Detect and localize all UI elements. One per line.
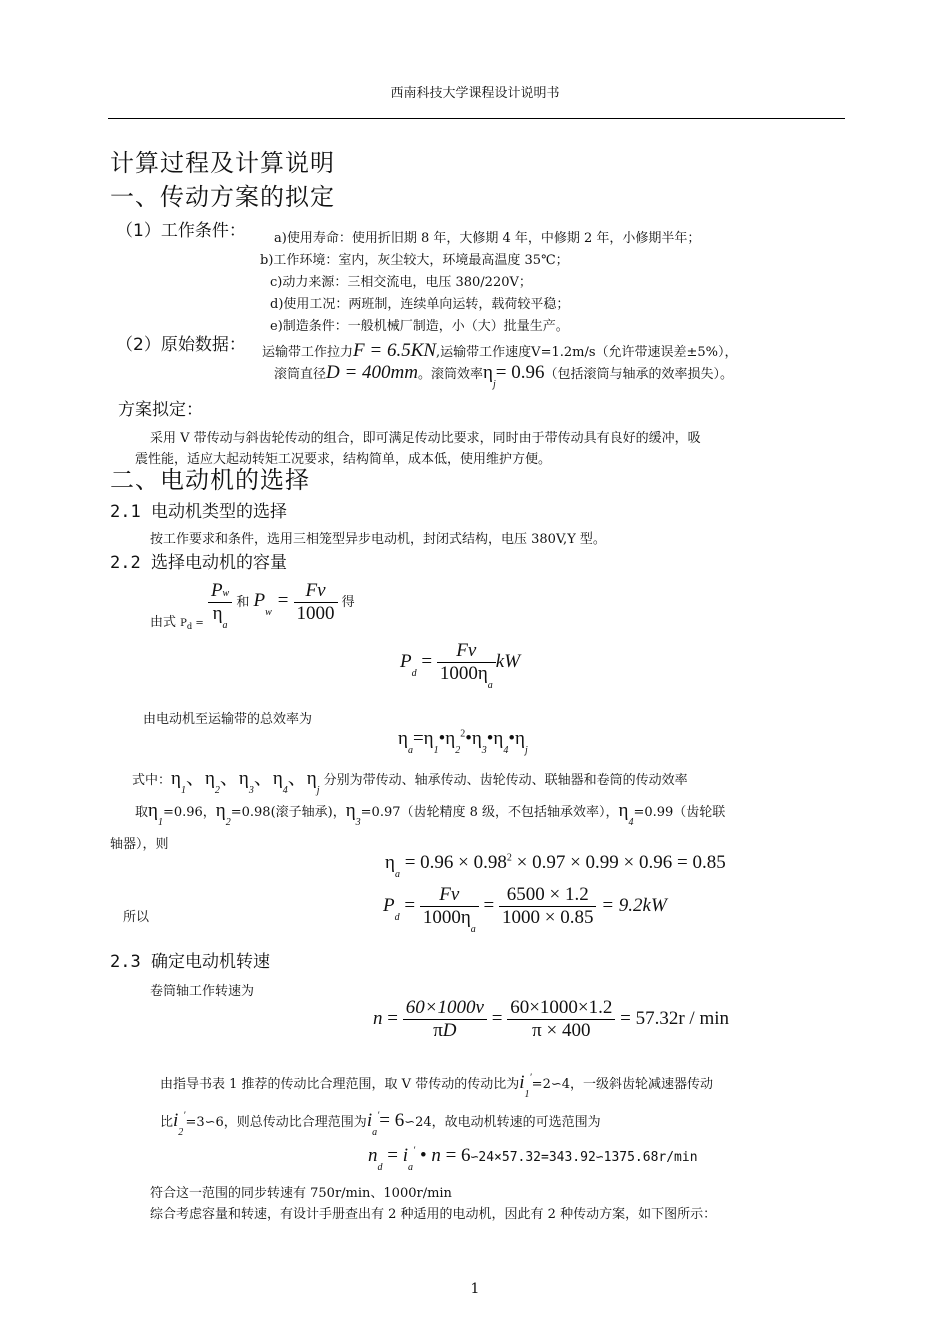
take-line-2: 轴器），则 bbox=[110, 837, 169, 852]
n-formula: n = $\frac{60\times 1000v}{\pi D}$ = $\frac{60\times 1000\times 1.2}{\pi \times 400}$ = 57.32r / min bbox=[373, 997, 730, 1041]
efficiency-text: 由电动机至运输带的总效率为 bbox=[143, 712, 313, 727]
raw-line1: 运输带工作拉力F = 6.5KN,运输带工作速度V=1.2m/s（允许带速误差±5%）， bbox=[262, 340, 738, 361]
s21-text: 按工作要求和条件，选用三相笼型异步电动机，封闭式结构，电压 380V,Y 型。 bbox=[150, 532, 606, 547]
main-title: 计算过程及计算说明 bbox=[110, 149, 335, 177]
eta-a-calc: $\eta_a = 0.96 \times 0.98^2 \times 0.97 \times 0.99 \times 0.96 = 0.85$ bbox=[385, 852, 726, 880]
so-label: 所以 bbox=[123, 910, 150, 925]
section2-title: 二、电动机的选择 bbox=[110, 466, 310, 494]
condition-d: d)使用工况：两班制，连续单向运转，载荷较平稳； bbox=[270, 297, 570, 312]
page-header: 西南科技大学课程设计说明书 bbox=[390, 86, 560, 101]
scheme-label: 方案拟定： bbox=[118, 400, 203, 420]
sync-text: 符合这一范围的同步转速有 750r/min、1000r/min bbox=[150, 1186, 452, 1201]
condition-c: c)动力来源：三相交流电，电压 380/220V； bbox=[270, 275, 532, 290]
drum-speed-text: 卷筒轴工作转速为 bbox=[150, 984, 255, 999]
formula-line-pd: 由式 $_{P_d =}$ $\frac{Pw}{\eta_a}$ 和 $P_w$ = $\frac{Fv}{1000}$ 得 bbox=[150, 580, 355, 631]
scheme-text-1: 采用 V 带传动与斜齿轮传动的组合，即可满足传动比要求，同时由于带传动具有良好的缓冲，吸 bbox=[150, 431, 701, 446]
pd-formula: $P_d$ = $\frac{Fv}{1000\eta_a}$ kW bbox=[400, 640, 521, 691]
condition-a: a)使用寿命：使用折旧期 8 年，大修期 4 年，中修期 2 年，小修期半年； bbox=[274, 231, 701, 246]
summary-text: 综合考虑容量和转速，有设计手册查出有 2 种适用的电动机，因此有 2 种传动方案，如下图所示： bbox=[150, 1207, 717, 1222]
pd-calc: $P_d$ = $\frac{Fv}{1000\eta_a}$ = $\frac{6500 \times 1.2}{1000 \times 0.85}$ = 9.2kW bbox=[383, 884, 667, 935]
s23-title: 2.3 确定电动机转速 bbox=[110, 952, 270, 972]
where-line: 式中：$\eta_1$、$\eta_2$、$\eta_3$、$\eta_4$、$\eta_j$ 分别为带传动、轴承传动、齿轮传动、联轴器和卷筒的传动效率 bbox=[132, 768, 688, 796]
work-conditions-label: （1）工作条件： bbox=[116, 221, 246, 241]
s22-title: 2.2 选择电动机的容量 bbox=[110, 553, 287, 573]
scheme-text-2: 震性能，适应大起动转矩工况要求，结构简单，成本低，使用维护方便。 bbox=[135, 452, 552, 467]
ratio-text-2: 比$i_2'=3∽6$，则总传动比合理范围为$i_a'=$ 6∽24，故电动机转速的可选范围为 bbox=[160, 1110, 601, 1138]
page-number: 1 bbox=[470, 1281, 480, 1297]
section1-title: 一、传动方案的拟定 bbox=[110, 183, 335, 211]
condition-b: b)工作环境：室内，灰尘较大，环境最高温度 35℃； bbox=[260, 253, 569, 268]
take-line: 取$\eta_1=0.96$，$\eta_2=0.98$(滚子轴承)，$\eta_3=0.97$（齿轮精度 8 级，不包括轴承效率），$\eta_4=0.99$（齿轮联 bbox=[135, 800, 726, 828]
header-rule bbox=[108, 118, 845, 119]
ratio-text-1: 由指导书表 1 推荐的传动比合理范围，取 V 带传动的传动比为$i_1'=2∽4$，一级斜齿轮减速器传动 bbox=[160, 1072, 713, 1100]
eta-a-formula: $\eta_a=\eta_1•\eta_2^2•\eta_3•\eta_4•\eta_j$ bbox=[398, 728, 528, 756]
s21-title: 2.1 电动机类型的选择 bbox=[110, 502, 287, 522]
nd-formula: $n_d = i_a'$ • n = 6∽24×57.32=343.92∽1375.68r/min bbox=[368, 1145, 698, 1173]
condition-e: e)制造条件：一般机械厂制造，小（大）批量生产。 bbox=[270, 319, 569, 334]
raw-data-label: （2）原始数据： bbox=[116, 335, 246, 355]
raw-line2: 滚筒直径D = 400mm。滚筒效率$\eta_j= 0.96$（包括滚筒与轴承的效率损失）。 bbox=[274, 362, 733, 390]
